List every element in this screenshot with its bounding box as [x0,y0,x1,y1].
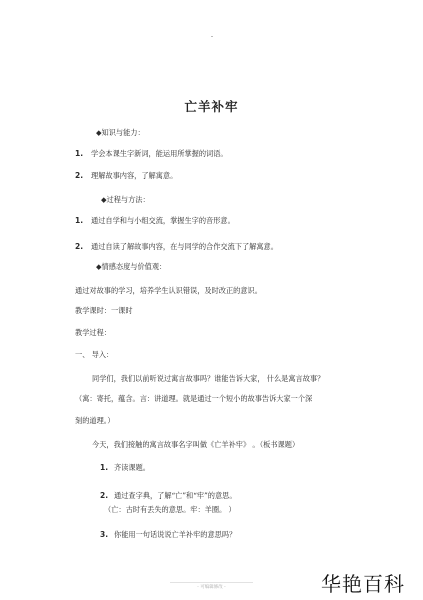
note: （亡：古时有丢失的意思。牢：羊圈。 ） [104,505,236,514]
list-item: 齐读课题。 [114,463,150,472]
lesson-process: 教学过程： [75,328,111,337]
list-number: 2. [100,491,109,500]
list-item: 理解故事内容，了解寓意。 [91,171,178,180]
lesson-hours: 教学课时：一课时 [75,306,133,315]
list-item: 通过查字典，了解“亡”和“牢”的意思。 [114,491,237,500]
list-number: 1. [100,463,109,472]
list-number: 1. [75,149,84,158]
page-title: 亡羊补牢 [184,99,239,114]
list-number: 1. [75,216,84,225]
paragraph: 通过对故事的学习，培养学生认识错误，及时改正的意识。 [75,286,262,295]
section-heading-values: ◆情感态度与价值观： [96,262,167,271]
section-heading-knowledge: ◆知识与能力： [96,128,145,137]
part-heading: 一、 导入： [75,350,114,359]
page-footer: - 可编辑修改 - [197,585,226,590]
paragraph: 刻的道理。） [75,416,115,425]
section-heading-method: ◆过程与方法： [101,195,150,204]
site-watermark: 华艳百科 [321,572,405,596]
list-number: 2. [75,171,84,180]
footer-divider [170,582,253,583]
list-item: 学会本课生字新词，能运用所掌握的词语。 [91,149,228,158]
list-number: 2. [75,242,84,251]
header-mark [211,36,213,37]
list-item: 你能用一句话说说亡羊补牢的意思吗？ [114,530,237,539]
paragraph: （寓：寄托，蕴含。言：讲道理。就是通过一个短小的故事告诉大家一个深 [75,394,313,403]
list-item: 通过自学和与小组交流，掌握生字的音形意。 [91,216,235,225]
paragraph: 同学们，我们以前听说过寓言故事吗？谁能告诉大家， 什么是寓言故事？ [92,374,325,383]
list-item: 通过自读了解故事内容，在与同学的合作交流下了解寓意。 [91,242,278,251]
list-number: 3. [100,530,109,539]
paragraph: 今天，我们接触的寓言故事名字叫做《亡羊补牢》 。（板书课题） [92,440,300,449]
